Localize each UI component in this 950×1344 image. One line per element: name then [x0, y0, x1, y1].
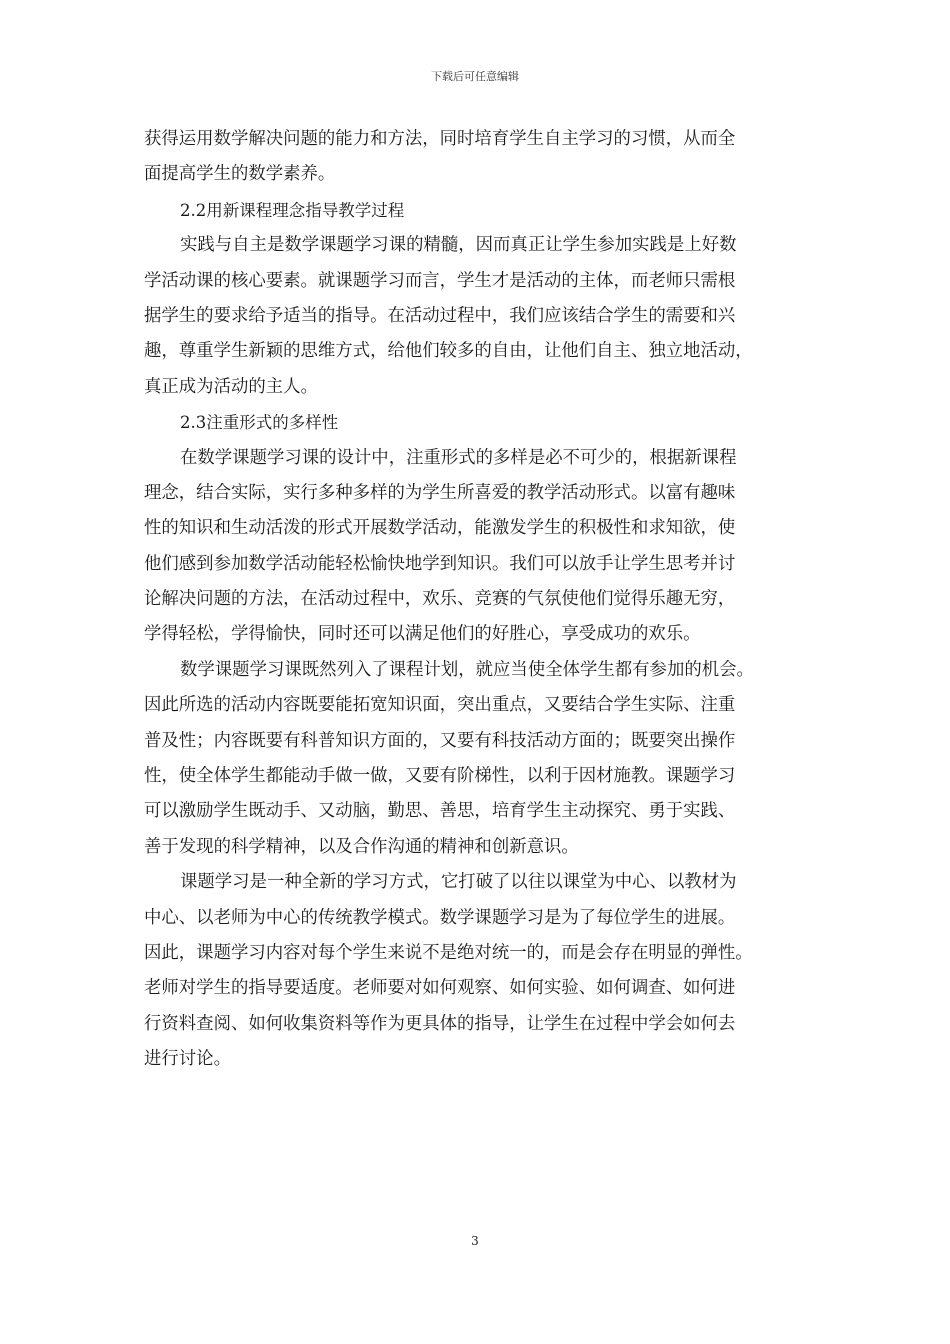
paragraph-first-line: 在数学课题学习课的设计中，注重形式的多样是必不可少的，根据新课程 [180, 447, 737, 468]
paragraph-first-line: 实践与自主是数学课题学习课的精髓，因而真正让学生参加实践是上好数 [180, 235, 737, 256]
text-line: 获得运用数学解决问题的能力和方法，同时培育学生自主学习的习惯，从而全 [144, 129, 736, 149]
paragraph-first-line: 数学课题学习课既然列入了课程计划，就应当使全体学生都有参加的机会。 [180, 659, 754, 680]
paragraph-first-line: 课题学习是一种全新的学习方式，它打破了以往以课堂为中心、以教材为 [180, 872, 737, 893]
section-heading: 2.3注重形式的多样性 [180, 413, 339, 433]
text-line: 学活动课的核心要素。就课题学习而言，学生才是活动的主体，而老师只需根 [144, 270, 736, 291]
section-heading: 2.2用新课程理念指导教学过程 [180, 200, 405, 220]
text-line: 因此，课题学习内容对每个学生来说不是绝对统一的，而是会存在明显的弹性。 [144, 942, 753, 963]
text-line: 可以激励学生既动手、又动脑，勤思、善思，培育学生主动探究、勇于实践、 [144, 801, 736, 822]
text-line: 论解决问题的方法，在活动过程中，欢乐、竞赛的气氛使他们觉得乐趣无穷， [144, 589, 736, 610]
page-number: 3 [471, 1234, 479, 1248]
text-line: 行资料查阅、如何收集资料等作为更具体的指导，让学生在过程中学会如何去 [144, 1013, 736, 1034]
text-line: 善于发现的科学精神，以及合作沟通的精神和创新意识。 [144, 836, 579, 857]
text-line: 趣，尊重学生新颖的思维方式，给他们较多的自由，让他们自主、独立地活动， [144, 341, 753, 362]
text-line: 中心、以老师为中心的传统教学模式。数学课题学习是为了每位学生的进展。 [144, 907, 736, 928]
text-line: 学得轻松，学得愉快，同时还可以满足他们的好胜心，享受成功的欢乐。 [144, 624, 701, 645]
text-line: 性的知识和生动活泼的形式开展数学活动，能激发学生的积极性和求知欲，使 [144, 518, 736, 539]
text-line: 真正成为活动的主人。 [144, 376, 318, 397]
page-header: 下载后可任意编辑 [431, 70, 519, 83]
text-line: 老师对学生的指导要适度。老师要对如何观察、如何实验、如何调查、如何进 [144, 978, 736, 999]
text-line: 进行讨论。 [144, 1049, 231, 1070]
text-line: 性，使全体学生都能动手做一做，又要有阶梯性，以利于因材施教。课题学习 [144, 766, 736, 787]
text-line: 他们感到参加数学活动能轻松愉快地学到知识。我们可以放手让学生思考并讨 [144, 553, 736, 574]
text-line: 据学生的要求给予适当的指导。在活动过程中，我们应该结合学生的需要和兴 [144, 305, 736, 326]
document-body [144, 122, 818, 1078]
text-line: 普及性；内容既要有科普知识方面的，又要有科技活动方面的；既要突出操作 [144, 730, 736, 751]
text-line: 面提高学生的数学素养。 [144, 164, 336, 185]
text-line: 理念，结合实际，实行多种多样的为学生所喜爱的教学活动形式。以富有趣味 [144, 482, 736, 503]
text-line: 因此所选的活动内容既要能拓宽知识面，突出重点，又要结合学生实际、注重 [144, 695, 736, 716]
